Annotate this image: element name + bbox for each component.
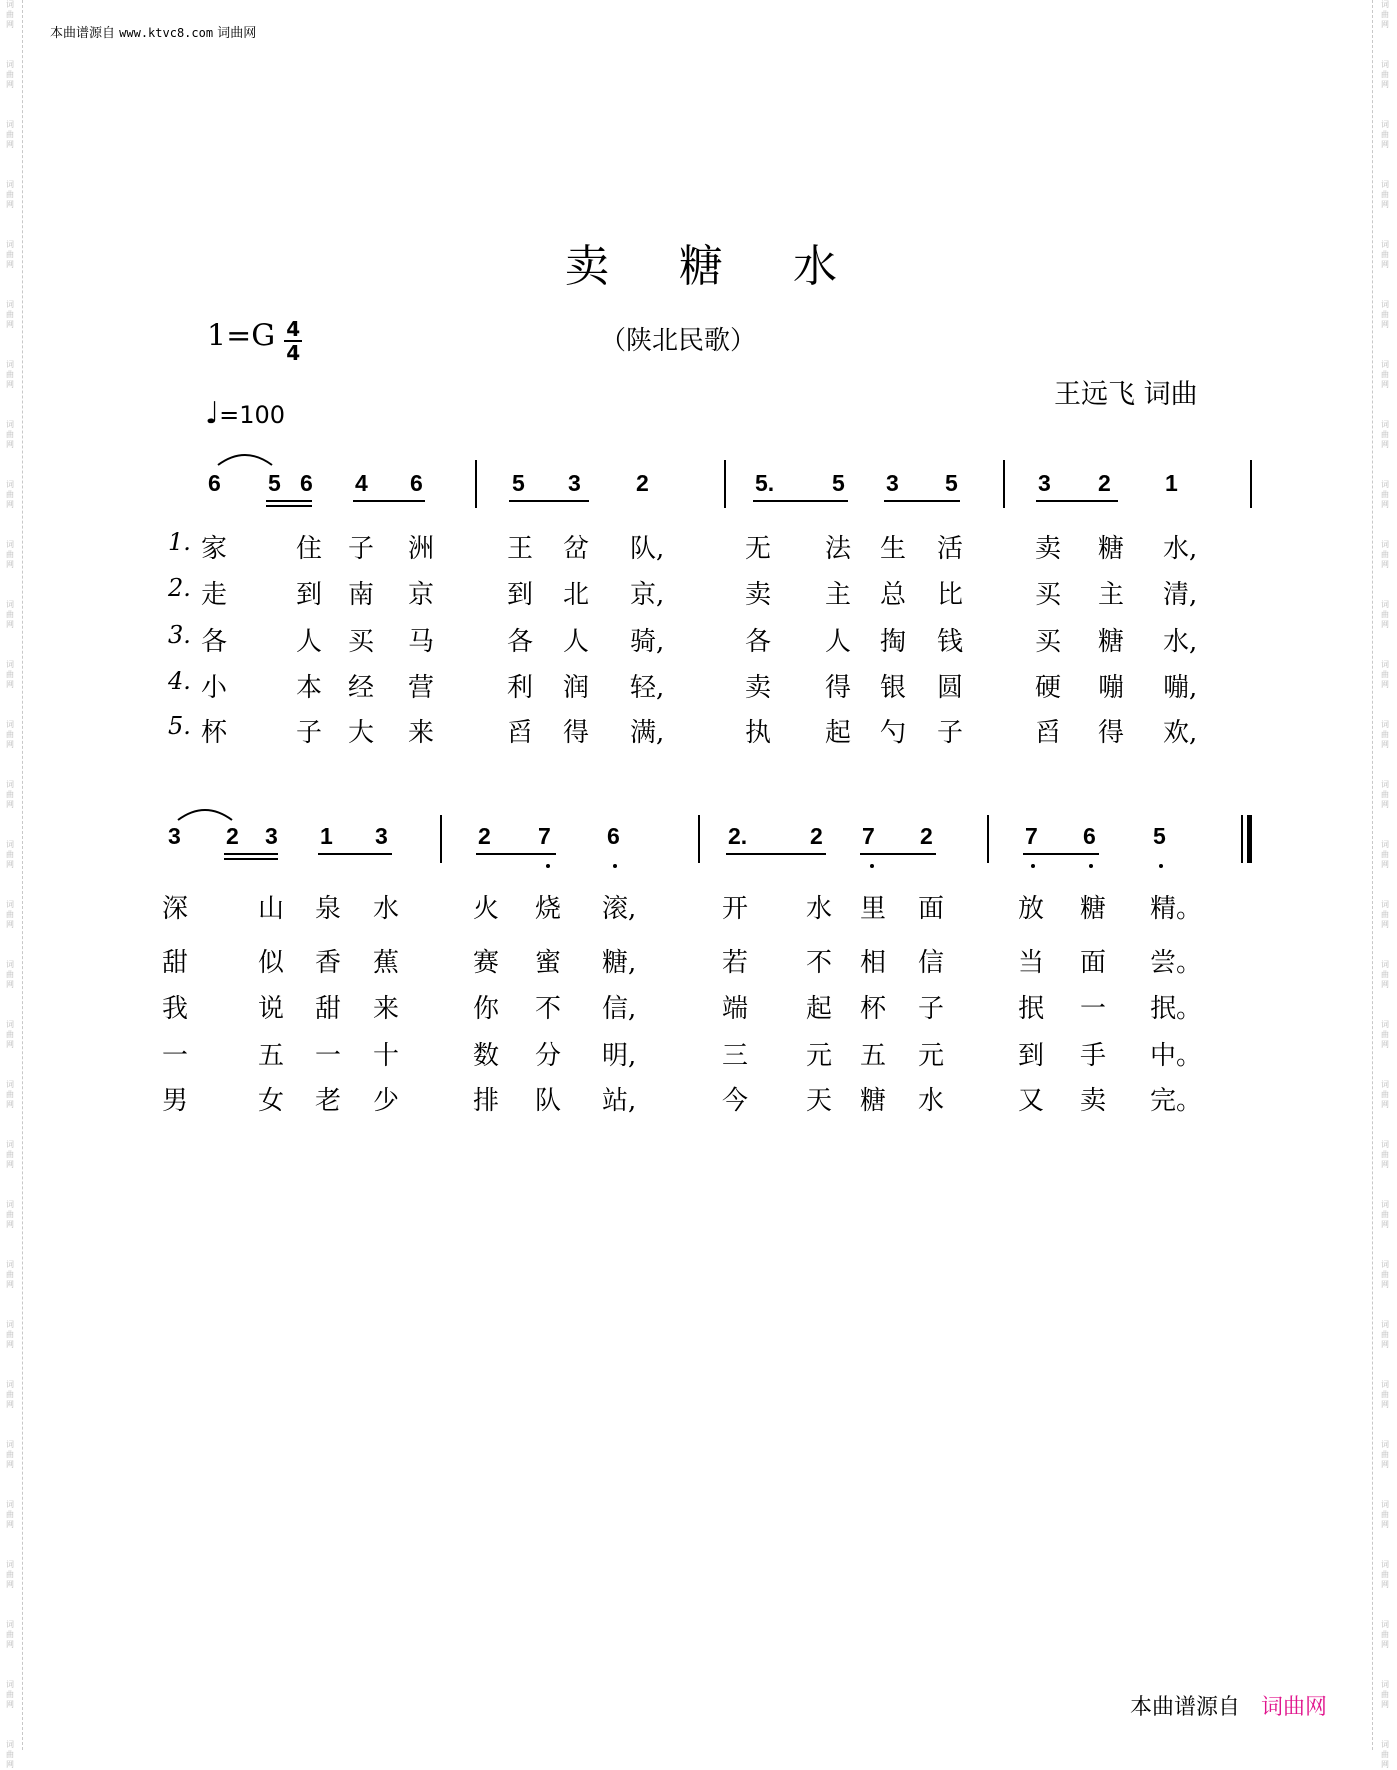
tempo-value: =100 <box>219 401 286 429</box>
watermark-text: 词 曲 网 <box>6 120 14 149</box>
watermark-text: 词 曲 网 <box>1381 0 1389 29</box>
watermark-text: 词 曲 网 <box>1381 1320 1389 1349</box>
lyric-char: 嘣, <box>1163 673 1198 703</box>
lyric-char: 泉 <box>315 894 342 924</box>
lyric-char: 不 <box>535 994 562 1024</box>
lyric-char: 老 <box>315 1086 342 1116</box>
lyric-char: 男 <box>162 1086 189 1116</box>
source-url[interactable]: www.ktvc8.com <box>119 26 214 40</box>
lyric-char: 似 <box>258 948 285 978</box>
note: 5 <box>512 470 525 496</box>
lyric-char: 我 <box>162 994 189 1024</box>
watermark-text: 词 曲 网 <box>6 180 14 209</box>
watermark-text: 词 曲 网 <box>1381 1380 1389 1409</box>
lyric-char: 主 <box>825 580 852 610</box>
lyric-char: 杯 <box>201 718 228 748</box>
author-credit: 王远飞 词曲 <box>1054 379 1198 410</box>
watermark-text: 词 曲 网 <box>1381 960 1389 989</box>
watermark-text: 词 曲 网 <box>6 1560 14 1589</box>
lyric-char: 元 <box>918 1041 945 1071</box>
song-title: 卖 糖 水 <box>565 241 865 292</box>
underline <box>476 853 556 855</box>
lyric-char: 卖 <box>1080 1086 1107 1116</box>
watermark-text: 词 曲 网 <box>6 840 14 869</box>
lyric-char: 营 <box>408 673 435 703</box>
watermark-text: 词 曲 网 <box>6 360 14 389</box>
lyric-char: 香 <box>315 948 342 978</box>
lyric-char: 无 <box>745 534 772 564</box>
lyric-char: 水 <box>806 894 833 924</box>
final-bar-thick <box>1247 815 1252 863</box>
watermark-text: 词 曲 网 <box>6 480 14 509</box>
watermark-text: 词 曲 网 <box>6 1080 14 1109</box>
lyric-char: 水, <box>1163 534 1198 564</box>
lyric-char: 来 <box>373 994 400 1024</box>
lyric-char: 面 <box>918 894 945 924</box>
lyric-char: 若 <box>722 948 749 978</box>
lyric-char: 三 <box>722 1041 749 1071</box>
lyric-char: 端 <box>722 994 749 1024</box>
lyric-char: 信, <box>602 994 637 1024</box>
lyric-char: 比 <box>937 580 964 610</box>
quarter-note-icon: ♩ <box>205 396 220 431</box>
lyric-char: 人 <box>825 627 852 657</box>
lyric-char: 五 <box>258 1041 285 1071</box>
note: 2 <box>1098 470 1111 496</box>
lyric-char: 人 <box>563 627 590 657</box>
lyric-char: 少 <box>373 1086 400 1116</box>
note: 6 <box>410 470 423 496</box>
footer-brand[interactable]: 词曲网 <box>1261 1695 1328 1720</box>
underline <box>753 500 848 502</box>
lyric-char: 甜 <box>162 948 189 978</box>
lyric-char: 京, <box>630 580 665 610</box>
note: 2 <box>636 470 649 496</box>
lyric-char: 站, <box>602 1086 637 1116</box>
verse-number: 4. <box>168 667 191 695</box>
watermark-text: 词 曲 网 <box>1381 420 1389 449</box>
lyric-char: 说 <box>258 994 285 1024</box>
lyric-char: 骑, <box>630 627 665 657</box>
lyric-char: 卖 <box>745 580 772 610</box>
verse-number: 1. <box>168 528 191 556</box>
lyric-char: 起 <box>825 718 852 748</box>
note: 5 <box>945 470 958 496</box>
lyric-char: 舀 <box>507 718 534 748</box>
watermark-text: 词 曲 网 <box>1381 1740 1389 1769</box>
lyric-char: 大 <box>348 718 375 748</box>
octave-dot <box>1159 864 1163 868</box>
lyric-char: 水 <box>373 894 400 924</box>
bar-line <box>1250 460 1252 508</box>
lyric-char: 生 <box>880 534 907 564</box>
lyric-char: 糖 <box>860 1086 887 1116</box>
watermark-text: 词 曲 网 <box>1381 1440 1389 1469</box>
note: 3 <box>1038 470 1051 496</box>
lyric-char: 里 <box>860 894 887 924</box>
lyric-char: 家 <box>201 534 228 564</box>
watermark-text: 词 曲 网 <box>1381 840 1389 869</box>
lyric-char: 各 <box>201 627 228 657</box>
underline <box>224 858 278 860</box>
watermark-text: 词 曲 网 <box>6 1140 14 1169</box>
lyric-char: 得 <box>563 718 590 748</box>
lyric-char: 住 <box>296 534 323 564</box>
lyric-char: 信 <box>918 948 945 978</box>
lyric-char: 北 <box>563 580 590 610</box>
lyric-char: 经 <box>348 673 375 703</box>
lyric-char: 糖 <box>1080 894 1107 924</box>
watermark-text: 词 曲 网 <box>6 300 14 329</box>
lyric-char: 买 <box>348 627 375 657</box>
lyric-char: 走 <box>201 580 228 610</box>
lyric-char: 五 <box>860 1041 887 1071</box>
lyric-char: 南 <box>348 580 375 610</box>
lyric-char: 买 <box>1035 580 1062 610</box>
note: 2 <box>478 823 491 849</box>
note: 4 <box>355 470 368 496</box>
slur-line2 <box>178 810 232 820</box>
watermark-text: 词 曲 网 <box>6 0 14 29</box>
bar-line <box>987 815 989 863</box>
lyric-char: 子 <box>348 534 375 564</box>
lyric-char: 到 <box>296 580 323 610</box>
lyric-char: 明, <box>602 1041 637 1071</box>
watermark-text: 词 曲 网 <box>1381 180 1389 209</box>
watermark-text: 词 曲 网 <box>6 720 14 749</box>
bar-line <box>1003 460 1005 508</box>
lyric-char: 抿 <box>1018 994 1045 1024</box>
note: 6 <box>208 470 221 496</box>
lyric-char: 十 <box>373 1041 400 1071</box>
watermark-text: 词 曲 网 <box>1381 1260 1389 1289</box>
lyric-char: 欢, <box>1163 718 1198 748</box>
lyric-char: 勺 <box>880 718 907 748</box>
watermark-text: 词 曲 网 <box>6 1740 14 1769</box>
lyric-char: 买 <box>1035 627 1062 657</box>
lyric-char: 马 <box>408 627 435 657</box>
underline <box>266 500 312 502</box>
lyric-char: 圆 <box>937 673 964 703</box>
watermark-text: 词 曲 网 <box>1381 1680 1389 1709</box>
lyric-char: 到 <box>1018 1041 1045 1071</box>
watermark-text: 词 曲 网 <box>6 1020 14 1049</box>
lyric-char: 小 <box>201 673 228 703</box>
watermark-text: 词 曲 网 <box>1381 1140 1389 1169</box>
lyric-char: 开 <box>722 894 749 924</box>
underline <box>1036 500 1118 502</box>
note: 2. <box>728 823 748 849</box>
watermark-text: 词 曲 网 <box>1381 1020 1389 1049</box>
lyric-char: 卖 <box>1035 534 1062 564</box>
lyric-char: 队 <box>535 1086 562 1116</box>
lyric-char: 钱 <box>937 627 964 657</box>
underline <box>509 500 589 502</box>
note: 1 <box>320 823 333 849</box>
watermark-text: 词 曲 网 <box>6 1380 14 1409</box>
watermark-text: 词 曲 网 <box>6 1260 14 1289</box>
time-bottom: 4 <box>286 341 301 365</box>
bar-line <box>440 815 442 863</box>
watermark-text: 词 曲 网 <box>1381 480 1389 509</box>
footer-source-text: 本曲谱源自 <box>1130 1695 1241 1720</box>
lyric-char: 抿。 <box>1150 994 1203 1024</box>
note: 6 <box>1083 823 1096 849</box>
lyric-char: 起 <box>806 994 833 1024</box>
watermark-text: 词 曲 网 <box>1381 780 1389 809</box>
watermark-text: 词 曲 网 <box>6 1440 14 1469</box>
underline <box>1023 853 1099 855</box>
watermark-text: 词 曲 网 <box>6 780 14 809</box>
note: 2 <box>226 823 239 849</box>
lyric-char: 糖 <box>1098 627 1125 657</box>
watermark-text: 词 曲 网 <box>1381 540 1389 569</box>
note: 3 <box>168 823 181 849</box>
note: 6 <box>607 823 620 849</box>
lyric-char: 深 <box>162 894 189 924</box>
lyric-char: 放 <box>1018 894 1045 924</box>
verse-number: 3. <box>168 621 191 649</box>
note: 3 <box>886 470 899 496</box>
lyric-char: 中。 <box>1150 1041 1203 1071</box>
watermark-text: 词 曲 网 <box>6 60 14 89</box>
lyric-char: 数 <box>473 1041 500 1071</box>
note: 7 <box>538 823 551 849</box>
final-bar-thin <box>1241 815 1243 863</box>
lyric-char: 到 <box>507 580 534 610</box>
lyric-char: 水, <box>1163 627 1198 657</box>
watermark-text: 词 曲 网 <box>1381 900 1389 929</box>
song-origin: （陕北民歌） <box>600 326 757 356</box>
lyric-char: 女 <box>258 1086 285 1116</box>
lyric-char: 蕉 <box>373 948 400 978</box>
lyric-char: 今 <box>722 1086 749 1116</box>
note: 1 <box>1165 470 1178 496</box>
lyric-char: 银 <box>880 673 907 703</box>
key-label: 1=G <box>207 318 276 354</box>
verse-number: 5. <box>168 712 191 740</box>
lyric-char: 子 <box>296 718 323 748</box>
note: 7 <box>1025 823 1038 849</box>
lyric-char: 执 <box>745 718 772 748</box>
underline <box>884 500 960 502</box>
lyric-char: 不 <box>806 948 833 978</box>
watermark-text: 词 曲 网 <box>6 540 14 569</box>
lyric-char: 山 <box>258 894 285 924</box>
watermark-text: 词 曲 网 <box>1381 1500 1389 1529</box>
octave-dot <box>1031 864 1035 868</box>
lyric-char: 甜 <box>315 994 342 1024</box>
lyric-char: 总 <box>880 580 907 610</box>
lyric-char: 法 <box>825 534 852 564</box>
watermark-text: 词 曲 网 <box>6 420 14 449</box>
watermark-text: 词 曲 网 <box>6 240 14 269</box>
lyric-char: 天 <box>806 1086 833 1116</box>
lyric-char: 来 <box>408 718 435 748</box>
lyric-char: 硬 <box>1035 673 1062 703</box>
note: 5. <box>755 470 775 496</box>
lyric-char: 满, <box>630 718 665 748</box>
note: 3 <box>265 823 278 849</box>
lyric-char: 精。 <box>1150 894 1203 924</box>
source-text: 本曲谱源自 <box>50 26 116 41</box>
lyric-char: 糖 <box>1098 534 1125 564</box>
lyric-char: 一 <box>315 1041 342 1071</box>
underline <box>224 853 278 855</box>
lyric-char: 舀 <box>1035 718 1062 748</box>
watermark-text: 词 曲 网 <box>1381 120 1389 149</box>
watermark-text: 词 曲 网 <box>6 900 14 929</box>
bar-line <box>475 460 477 508</box>
lyric-char: 滚, <box>602 894 637 924</box>
watermark-text: 词 曲 网 <box>6 1320 14 1349</box>
watermark-text: 词 曲 网 <box>6 1680 14 1709</box>
lyric-char: 润 <box>563 673 590 703</box>
watermark-text: 词 曲 网 <box>6 660 14 689</box>
watermark-text: 词 曲 网 <box>6 1500 14 1529</box>
lyric-char: 活 <box>937 534 964 564</box>
watermark-text: 词 曲 网 <box>1381 1560 1389 1589</box>
lyric-char: 一 <box>162 1041 189 1071</box>
underline <box>860 853 936 855</box>
lyric-char: 又 <box>1018 1086 1045 1116</box>
note: 7 <box>862 823 875 849</box>
lyric-char: 蜜 <box>535 948 562 978</box>
bar-line <box>698 815 700 863</box>
slur-line1 <box>218 455 272 465</box>
lyric-char: 当 <box>1018 948 1045 978</box>
lyric-char: 水 <box>918 1086 945 1116</box>
lyric-char: 烧 <box>535 894 562 924</box>
lyric-char: 排 <box>473 1086 500 1116</box>
lyric-char: 完。 <box>1150 1086 1203 1116</box>
lyric-char: 主 <box>1098 580 1125 610</box>
watermark-text: 词 曲 网 <box>1381 300 1389 329</box>
lyric-char: 人 <box>296 627 323 657</box>
lyric-char: 一 <box>1080 994 1107 1024</box>
lyric-char: 分 <box>535 1041 562 1071</box>
verse-number: 2. <box>168 574 191 602</box>
watermark-text: 词 曲 网 <box>6 600 14 629</box>
lyric-char: 各 <box>507 627 534 657</box>
watermark-text: 词 曲 网 <box>1381 60 1389 89</box>
lyric-char: 京 <box>408 580 435 610</box>
lyric-char: 面 <box>1080 948 1107 978</box>
watermark-text: 词 曲 网 <box>1381 1080 1389 1109</box>
watermark-text: 词 曲 网 <box>1381 600 1389 629</box>
watermark-text: 词 曲 网 <box>1381 240 1389 269</box>
octave-dot <box>546 864 550 868</box>
lyric-char: 子 <box>918 994 945 1024</box>
lyric-char: 王 <box>507 534 534 564</box>
watermark-text: 词 曲 网 <box>6 1620 14 1649</box>
watermark-text: 词 曲 网 <box>1381 660 1389 689</box>
watermark-text: 词 曲 网 <box>6 1200 14 1229</box>
lyric-char: 糖, <box>602 948 637 978</box>
note: 3 <box>568 470 581 496</box>
note: 2 <box>920 823 933 849</box>
lyric-char: 洲 <box>408 534 435 564</box>
octave-dot <box>1089 864 1093 868</box>
lyric-char: 杯 <box>860 994 887 1024</box>
lyric-char: 得 <box>1098 718 1125 748</box>
time-top: 4 <box>286 317 301 341</box>
octave-dot <box>870 864 874 868</box>
lyric-char: 利 <box>507 673 534 703</box>
watermark-text: 词 曲 网 <box>1381 360 1389 389</box>
watermark-text: 词 曲 网 <box>6 960 14 989</box>
lyric-char: 卖 <box>745 673 772 703</box>
lyric-char: 赛 <box>473 948 500 978</box>
footer-source <box>1130 1690 1327 1721</box>
lyric-char: 子 <box>937 718 964 748</box>
lyric-char: 本 <box>296 673 323 703</box>
lyric-char: 尝。 <box>1150 948 1203 978</box>
lyric-char: 你 <box>473 994 500 1024</box>
lyric-char: 嘣 <box>1098 673 1125 703</box>
lyric-char: 清, <box>1163 580 1198 610</box>
note: 5 <box>1153 823 1166 849</box>
bar-line <box>724 460 726 508</box>
source-site: 词曲网 <box>217 26 257 41</box>
watermark-text: 词 曲 网 <box>1381 720 1389 749</box>
lyric-char: 岔 <box>563 534 590 564</box>
lyric-char: 手 <box>1080 1041 1107 1071</box>
watermark-text: 词 曲 网 <box>1381 1200 1389 1229</box>
lyric-char: 元 <box>806 1041 833 1071</box>
underline <box>726 853 826 855</box>
note: 6 <box>300 470 313 496</box>
octave-dot <box>613 864 617 868</box>
underline <box>318 853 392 855</box>
lyric-char: 各 <box>745 627 772 657</box>
note: 2 <box>810 823 823 849</box>
lyric-char: 队, <box>630 534 665 564</box>
note: 3 <box>375 823 388 849</box>
lyric-char: 得 <box>825 673 852 703</box>
watermark-text: 词 曲 网 <box>1381 1620 1389 1649</box>
lyric-char: 掏 <box>880 627 907 657</box>
underline <box>353 500 425 502</box>
note: 5 <box>832 470 845 496</box>
note: 5 <box>268 470 281 496</box>
lyric-char: 相 <box>860 948 887 978</box>
lyric-char: 火 <box>473 894 500 924</box>
underline <box>266 505 312 507</box>
lyric-char: 轻, <box>630 673 665 703</box>
